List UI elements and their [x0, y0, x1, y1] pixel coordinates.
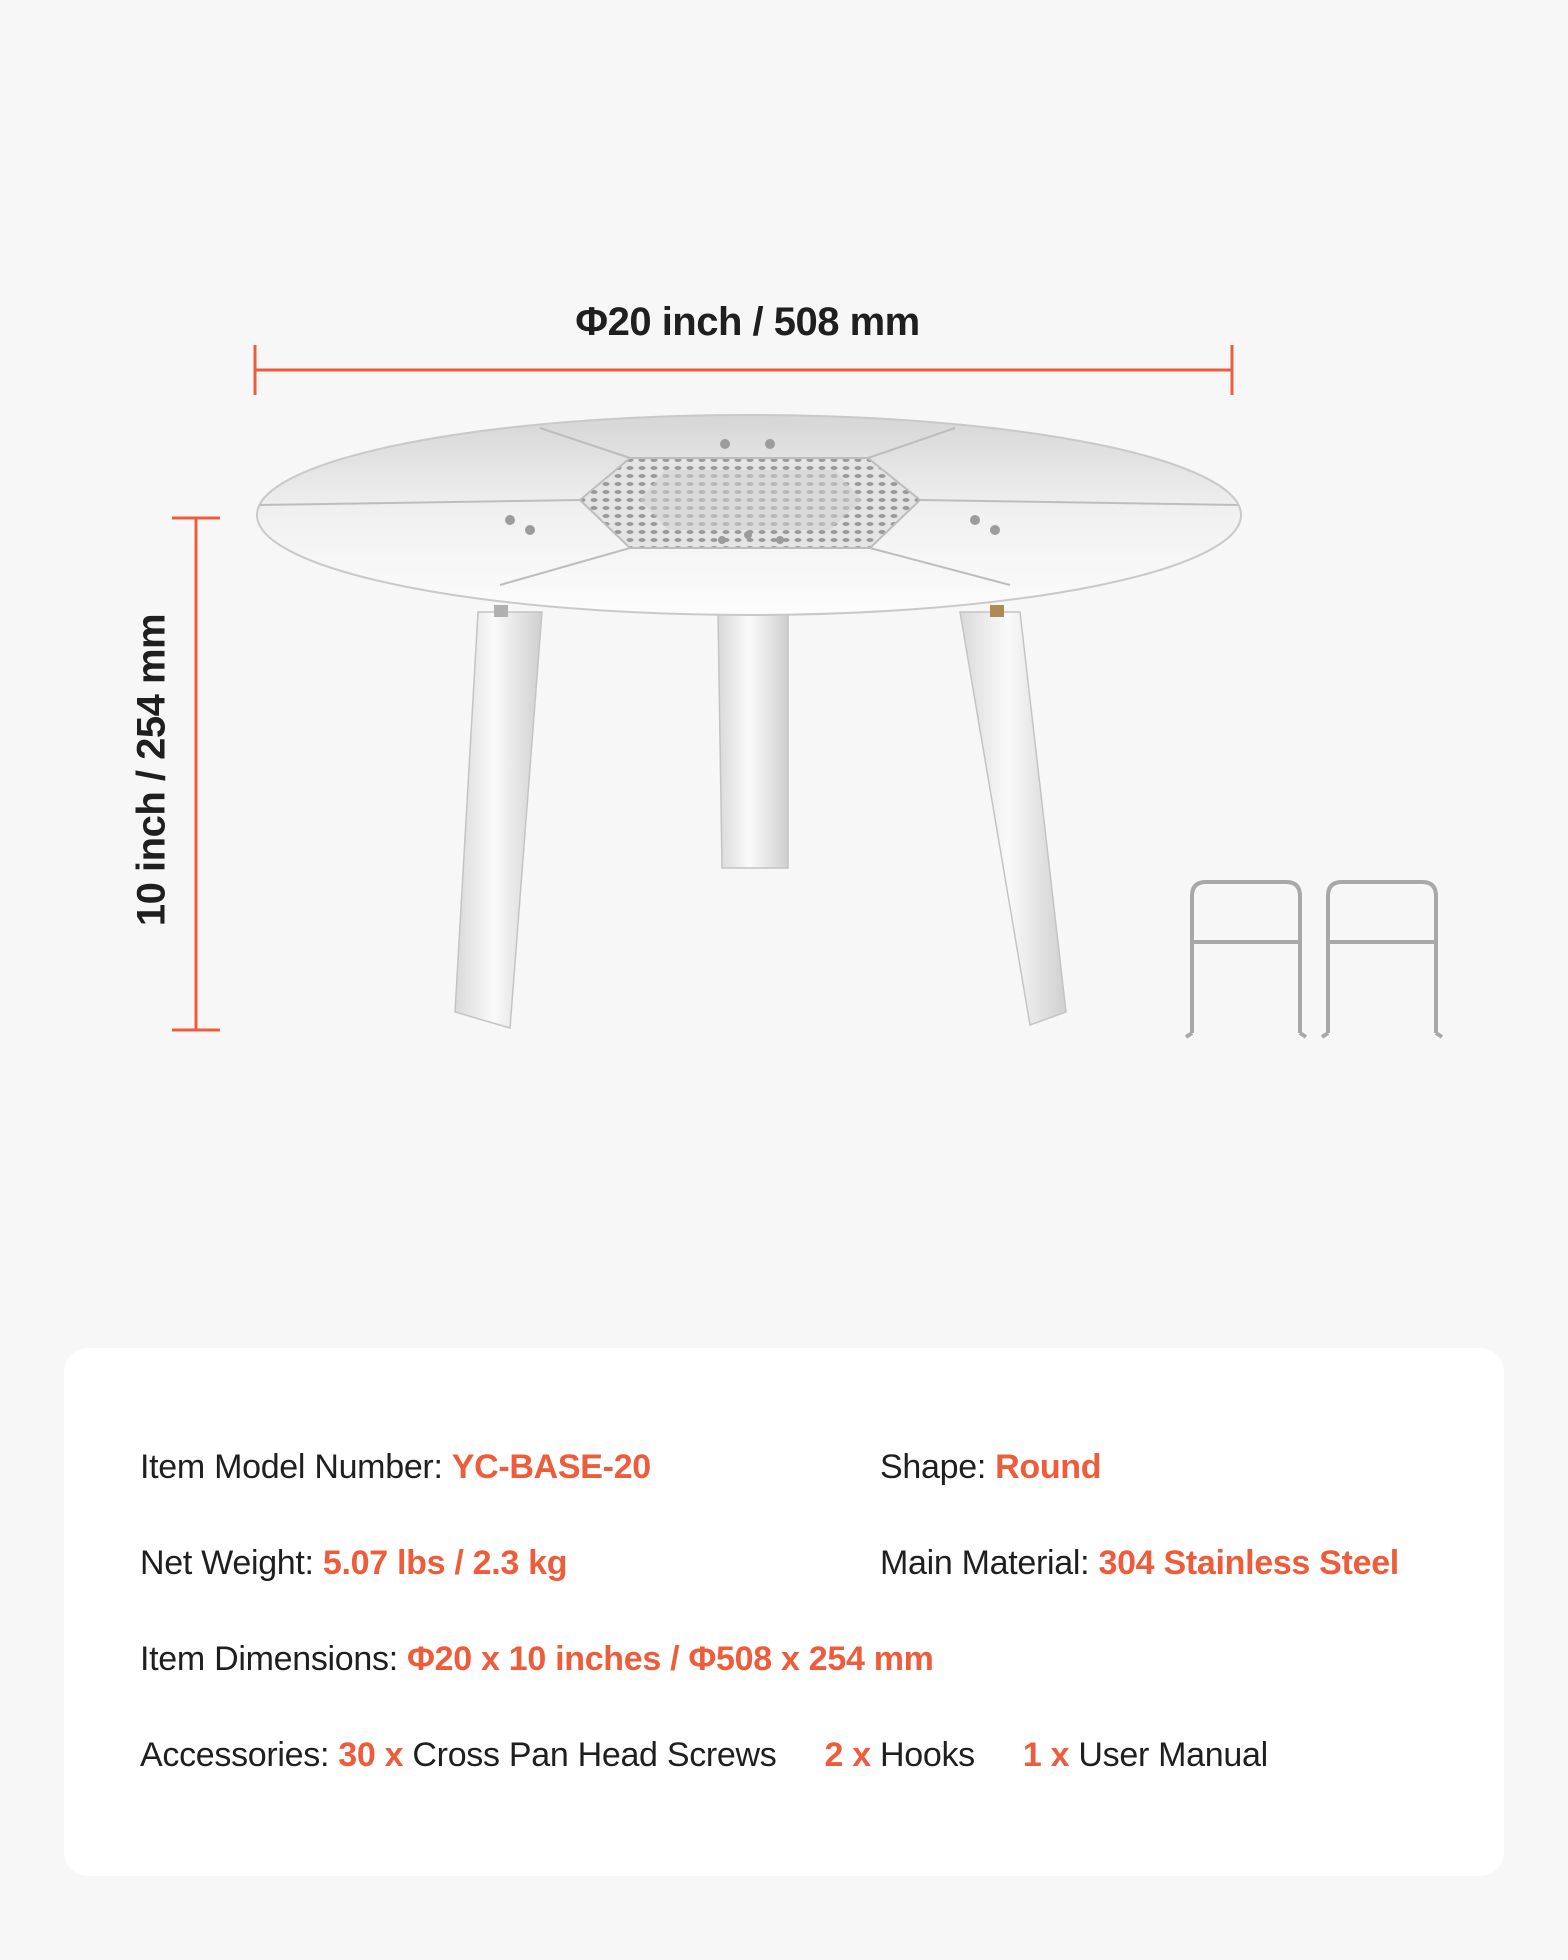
spec-card	[64, 1348, 1504, 1876]
spec-model-label: Item Model Number:	[140, 1448, 452, 1486]
spec-shape-label: Shape:	[880, 1448, 996, 1486]
accessory-qty: 2 x	[824, 1736, 871, 1774]
accessory-qty: 1 x	[1022, 1736, 1070, 1774]
front-left-leg	[455, 612, 542, 1028]
spec-weight-value: 5.07 lbs / 2.3 kg	[322, 1544, 568, 1582]
hooks-accessory	[1186, 882, 1442, 1037]
accessory-qty: 30 x	[338, 1736, 404, 1774]
spec-model	[140, 1448, 651, 1487]
spec-shape-value: Round	[995, 1448, 1102, 1486]
table-top	[257, 415, 1241, 615]
spec-dimensions-value: Φ20 x 10 inches / Φ508 x 254 mm	[406, 1640, 934, 1678]
width-dimension-label: Φ20 inch / 508 mm	[575, 300, 920, 344]
accessory-name: Hooks	[870, 1736, 975, 1774]
spec-weight-label: Net Weight:	[140, 1544, 323, 1582]
spec-weight	[140, 1544, 567, 1583]
height-dimension-label: 10 inch / 254 mm	[129, 613, 174, 927]
accessory-name: User Manual	[1069, 1736, 1268, 1774]
front-right-leg	[960, 612, 1066, 1025]
width-dimension-line	[255, 345, 1232, 395]
spec-accessories	[140, 1736, 1268, 1775]
spec-shape	[880, 1448, 1101, 1487]
spec-dimensions	[140, 1640, 934, 1679]
accessory-name: Cross Pan Head Screws	[403, 1736, 777, 1774]
spec-accessories-label: Accessories:	[140, 1736, 339, 1774]
back-leg	[718, 612, 788, 868]
spec-dimensions-label: Item Dimensions:	[140, 1640, 407, 1678]
spec-material-label: Main Material:	[880, 1544, 1099, 1582]
height-dimension-line	[172, 518, 220, 1030]
spec-material-value: 304 Stainless Steel	[1098, 1544, 1399, 1582]
spec-material	[880, 1544, 1399, 1583]
spec-model-value: YC-BASE-20	[451, 1448, 651, 1486]
